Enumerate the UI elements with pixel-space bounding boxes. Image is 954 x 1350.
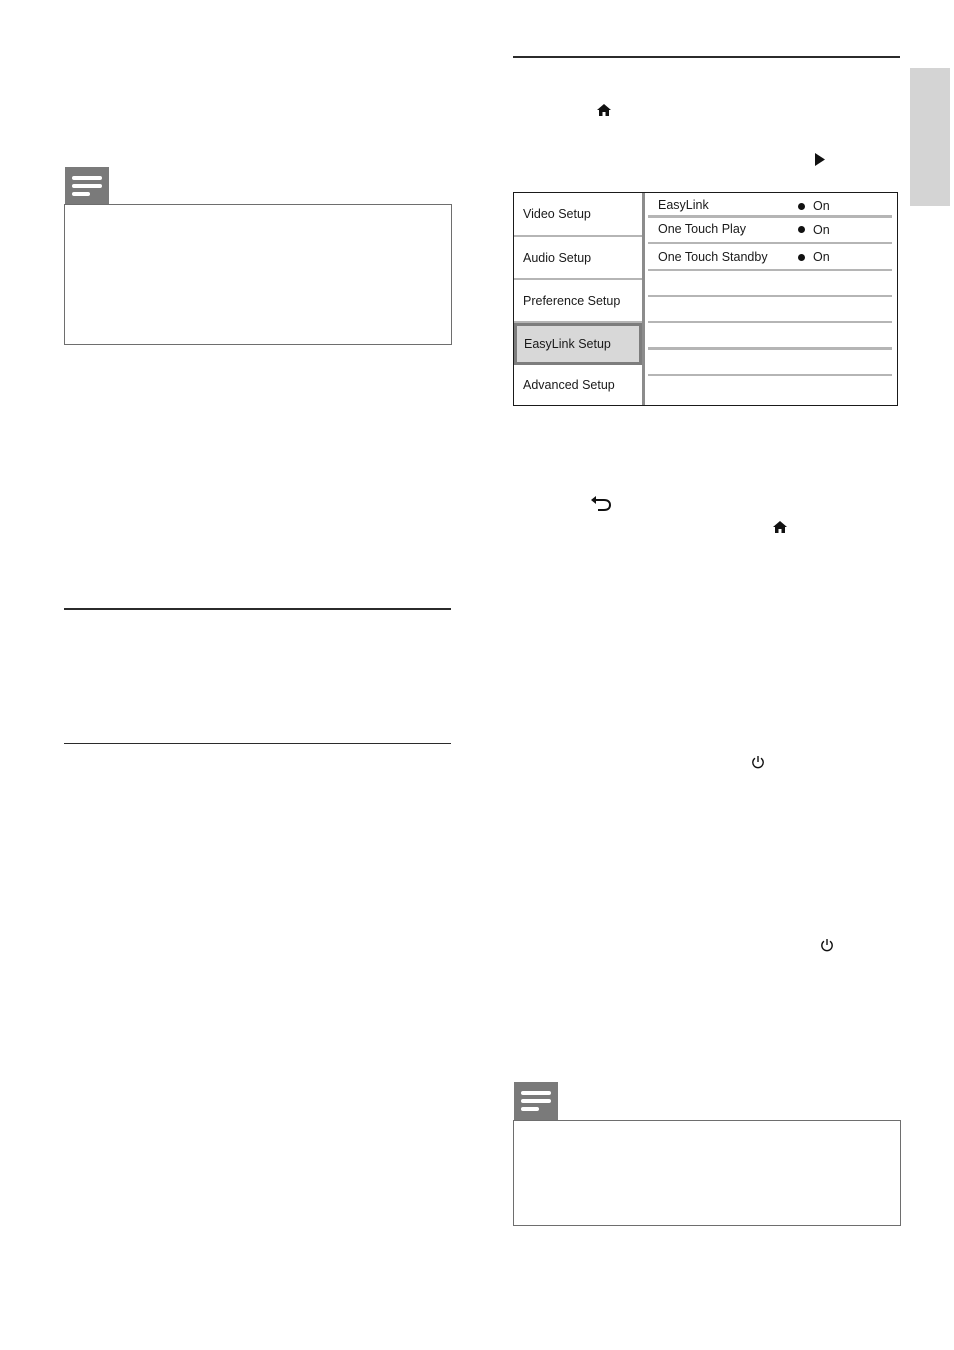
option-bullet [798,254,805,261]
option-label: EasyLink [658,198,709,212]
language-tab [910,68,950,206]
menu-item-audio-setup[interactable] [514,237,642,280]
menu-item-label: Audio Setup [523,250,592,265]
option-label: One Touch Play [658,222,747,236]
home-icon [596,103,612,117]
section-rule-right-top [513,56,900,58]
option-row-one-touch-standby[interactable] [648,244,892,271]
setup-categories [514,193,645,405]
play-icon [814,153,826,166]
option-label: One Touch Standby [658,250,768,264]
menu-item-label: EasyLink Setup [524,337,611,351]
note-icon [65,167,109,205]
easylink-setup-menu [513,192,898,406]
option-value: On [813,223,830,237]
menu-item-label: Preference Setup [523,293,621,308]
option-row-empty [648,271,892,297]
note-box-right [513,1120,901,1226]
menu-item-label: Video Setup [523,207,591,221]
power-icon [751,755,765,769]
setup-options [648,193,894,405]
option-bullet [798,226,805,233]
option-row-empty [648,350,892,376]
note-box-left [64,204,452,345]
menu-item-video-setup[interactable] [514,193,642,237]
option-value: On [813,250,830,264]
note-icon [514,1082,558,1120]
menu-item-label: Advanced Setup [523,378,615,392]
menu-item-easylink-setup[interactable] [514,323,642,365]
option-row-easylink[interactable] [648,195,892,218]
section-rule-left-2 [64,743,451,744]
option-row-one-touch-play[interactable] [648,218,892,244]
power-icon [820,938,834,952]
option-value: On [813,199,830,213]
back-icon [590,496,612,512]
menu-item-preference-setup[interactable] [514,280,642,323]
option-bullet [798,203,805,210]
option-row-empty [648,297,892,323]
section-rule-left-1 [64,608,451,610]
home-icon [772,520,788,534]
option-row-empty [648,323,892,350]
menu-item-advanced-setup[interactable] [514,365,642,405]
